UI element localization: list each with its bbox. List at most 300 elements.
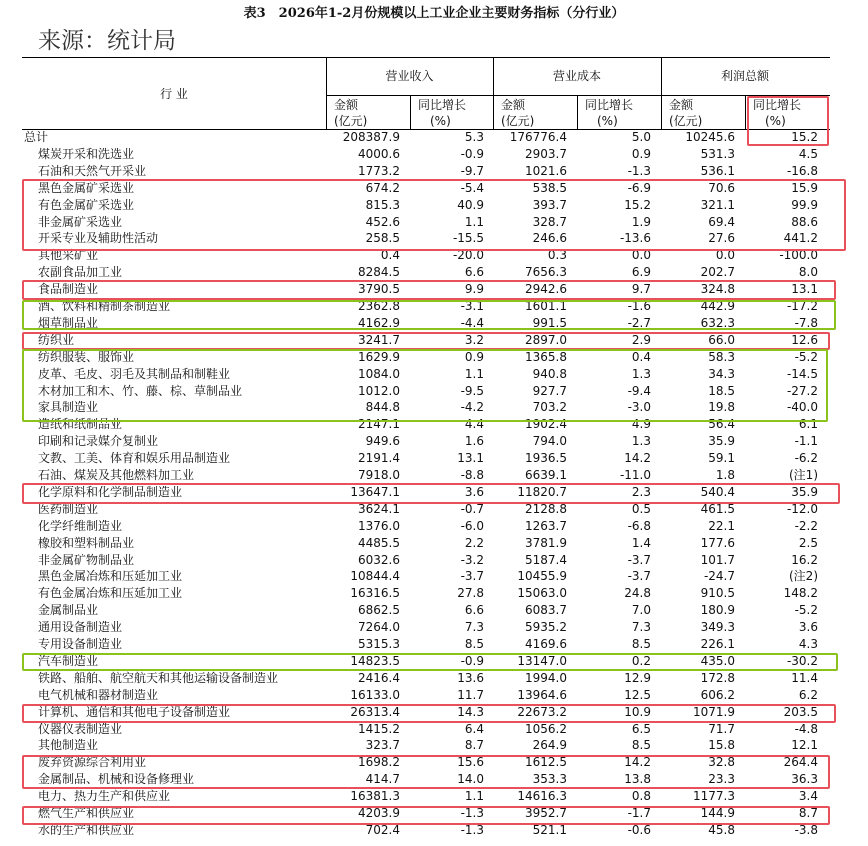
- cell-cost: 13147.0: [517, 653, 567, 668]
- cell-rev: 1773.2: [358, 163, 400, 178]
- cell-cost: 6083.7: [525, 603, 567, 618]
- cell-cost: 2903.7: [525, 146, 567, 161]
- header-amount: [661, 97, 745, 129]
- cell-profit-g: 2.5: [798, 535, 818, 550]
- cell-profit-g: 16.2: [791, 552, 818, 567]
- cell-profit-g: 88.6: [791, 214, 818, 229]
- cell-rev-g: 7.3: [464, 620, 484, 635]
- industry-name: 铁路、船舶、航空航天和其他运输设备制造业: [38, 670, 279, 685]
- industry-name: 橡胶和塑料制品业: [38, 535, 135, 550]
- cell-cost: 1021.6: [525, 163, 567, 178]
- cell-cost-g: -3.7: [627, 552, 651, 567]
- cell-rev: 4000.6: [358, 146, 400, 161]
- cell-profit: 69.4: [708, 214, 735, 229]
- cell-cost-g: 4.9: [631, 417, 651, 432]
- cell-profit: 66.0: [708, 332, 735, 347]
- cell-profit-g: -40.0: [786, 400, 818, 415]
- cell-cost: 4169.6: [525, 637, 567, 651]
- cell-cost-g: 0.5: [631, 501, 651, 516]
- cell-rev: 4203.9: [358, 806, 400, 820]
- cell-rev-g: -3.2: [460, 552, 484, 567]
- cell-rev-g: -20.0: [452, 248, 484, 263]
- cell-rev-g: 13.6: [457, 670, 484, 685]
- cell-cost-g: 24.8: [624, 586, 651, 601]
- cell-profit: 172.8: [700, 670, 735, 685]
- table-row: [22, 737, 830, 754]
- cell-profit: 56.4: [708, 417, 735, 432]
- cell-cost: 22673.2: [517, 704, 567, 719]
- cell-profit-g: -6.2: [794, 451, 818, 466]
- industry-name: 废弃资源综合利用业: [38, 755, 147, 770]
- cell-rev: 2362.8: [358, 299, 400, 313]
- table-row: [22, 146, 830, 163]
- cell-profit-g: 12.1: [791, 738, 818, 753]
- cell-rev: 452.6: [365, 214, 400, 229]
- cell-profit: 71.7: [708, 721, 735, 736]
- cell-cost-g: 1.9: [631, 214, 651, 229]
- cell-profit: 632.3: [700, 315, 735, 330]
- industry-name: 通用设备制造业: [38, 620, 123, 635]
- cell-rev: 4485.5: [358, 535, 400, 550]
- red-highlight-box: [747, 96, 829, 146]
- industry-name: 有色金属冶炼和压延加工业: [38, 586, 183, 601]
- cell-rev-g: 8.7: [464, 738, 484, 753]
- cell-profit: 226.1: [700, 637, 735, 651]
- cell-profit-g: 6.2: [798, 687, 818, 702]
- cell-profit-g: 13.1: [791, 282, 818, 297]
- cell-rev: 2147.1: [358, 417, 400, 432]
- cell-profit-g: -17.2: [786, 299, 818, 313]
- cell-rev: 323.7: [365, 738, 400, 753]
- cell-cost-g: 2.3: [631, 484, 651, 499]
- header-unit: (%): [765, 114, 786, 128]
- cell-cost: 1365.8: [525, 349, 567, 364]
- table-row: [22, 450, 830, 467]
- cell-cost: 2128.8: [525, 501, 567, 516]
- industry-name: 其他制造业: [38, 738, 99, 753]
- table-title: 表3 2026年1-2月份规模以上工业企业主要财务指标（分行业）: [243, 6, 625, 21]
- cell-cost: 13964.6: [517, 687, 567, 702]
- cell-profit-g: 4.5: [798, 146, 818, 161]
- cell-profit-g: -4.8: [794, 721, 818, 736]
- cell-profit-g: 8.7: [798, 806, 818, 820]
- cell-profit: 202.7: [700, 265, 735, 280]
- cell-profit-g: 12.6: [791, 332, 818, 347]
- cell-profit: -24.7: [703, 569, 735, 584]
- industry-name: 总计: [24, 130, 49, 144]
- cell-cost: 353.3: [532, 772, 567, 787]
- cell-cost-g: 0.8: [631, 789, 651, 804]
- industry-name: 燃气生产和供应业: [38, 806, 135, 820]
- cell-rev-g: 11.7: [457, 687, 484, 702]
- cell-rev: 16316.5: [350, 586, 400, 601]
- cell-cost: 5935.2: [525, 620, 567, 635]
- cell-rev-g: 5.3: [464, 130, 484, 144]
- cell-rev: 1012.0: [358, 383, 400, 398]
- cell-rev: 844.8: [365, 400, 400, 415]
- industry-name: 专用设备制造业: [38, 637, 123, 651]
- cell-rev-g: 0.9: [464, 349, 484, 364]
- cell-cost: 7656.3: [525, 265, 567, 280]
- cell-profit-g: 148.2: [783, 586, 818, 601]
- industry-name: 汽车制造业: [38, 653, 99, 668]
- industry-name: 化学纤维制造业: [38, 518, 123, 533]
- header-unit: (%): [430, 114, 451, 128]
- cell-profit: 45.8: [708, 822, 735, 837]
- cell-cost-g: -1.6: [627, 299, 651, 313]
- cell-cost-g: -3.7: [627, 569, 651, 584]
- industry-name: 金属制品业: [38, 603, 99, 618]
- industry-name: 医药制造业: [38, 501, 99, 516]
- header-label: 金额: [501, 98, 526, 112]
- cell-profit-g: 8.0: [798, 265, 818, 280]
- table-row: [22, 264, 830, 281]
- header-unit: (%): [597, 114, 618, 128]
- cell-cost: 393.7: [532, 197, 567, 212]
- cell-rev: 3241.7: [358, 332, 400, 347]
- industry-name: 皮革、毛皮、羽毛及其制品和制鞋业: [38, 366, 231, 381]
- cell-profit: 349.3: [700, 620, 735, 635]
- cell-cost-g: -9.4: [627, 383, 651, 398]
- cell-cost-g: -1.3: [627, 163, 651, 178]
- cell-rev: 2416.4: [358, 670, 400, 685]
- industry-name: 家具制造业: [38, 400, 99, 415]
- cell-rev: 6032.6: [358, 552, 400, 567]
- cell-rev: 1415.2: [358, 721, 400, 736]
- industry-name: 开采专业及辅助性活动: [38, 231, 159, 246]
- cell-rev-g: -5.4: [460, 180, 484, 195]
- table-row: [22, 535, 830, 552]
- cell-cost-g: -0.6: [627, 822, 651, 837]
- cell-profit: 19.8: [708, 400, 735, 415]
- cell-profit-g: 4.3: [798, 637, 818, 651]
- cell-cost: 5187.4: [525, 552, 567, 567]
- industry-name: 石油和天然气开采业: [38, 163, 147, 178]
- cell-cost: 1612.5: [525, 755, 567, 770]
- cell-rev: 815.3: [365, 197, 400, 212]
- cell-profit-g: 3.4: [798, 789, 818, 804]
- cell-rev-g: -9.7: [460, 163, 484, 178]
- cell-rev-g: -4.2: [460, 400, 484, 415]
- cell-cost: 328.7: [532, 214, 567, 229]
- header-group-cost: 营业成本: [552, 69, 601, 83]
- industry-name: 印刷和记录媒介复制业: [38, 434, 159, 449]
- cell-profit: 10245.6: [685, 130, 735, 144]
- cell-cost-g: 14.2: [624, 755, 651, 770]
- industry-name: 化学原料和化学制品制造业: [38, 484, 183, 499]
- cell-rev-g: 3.6: [464, 484, 484, 499]
- red-highlight-box: [22, 332, 830, 350]
- cell-cost-g: 9.7: [631, 282, 651, 297]
- cell-cost: 2897.0: [525, 332, 567, 347]
- cell-cost-g: 6.5: [631, 721, 651, 736]
- cell-profit: 101.7: [700, 552, 735, 567]
- cell-profit: 70.6: [708, 180, 735, 195]
- cell-cost-g: 13.8: [624, 772, 651, 787]
- cell-cost-g: -6.8: [627, 518, 651, 533]
- cell-cost-g: 0.4: [631, 349, 651, 364]
- cell-rev: 26313.4: [350, 704, 400, 719]
- cell-cost: 794.0: [532, 434, 567, 449]
- cell-profit: 1071.9: [693, 704, 735, 719]
- header-industry: 行 业: [160, 87, 188, 101]
- cell-rev: 3790.5: [358, 282, 400, 297]
- red-highlight-box: [22, 280, 836, 300]
- cell-cost: 940.8: [532, 366, 567, 381]
- cell-cost: 991.5: [532, 315, 567, 330]
- header-unit: (亿元): [501, 114, 535, 128]
- table-row: [22, 163, 830, 180]
- cell-profit: 540.4: [700, 484, 735, 499]
- cell-profit-g: (注1): [789, 468, 818, 482]
- cell-cost: 246.6: [532, 231, 567, 246]
- header-growth: [410, 97, 493, 129]
- green-highlight-box: [22, 653, 838, 671]
- cell-rev-g: 6.6: [464, 265, 484, 280]
- cell-cost-g: 1.3: [631, 366, 651, 381]
- industry-name: 煤炭开采和洗选业: [38, 146, 135, 161]
- cell-profit: 1177.3: [693, 789, 735, 804]
- table-row: [22, 721, 830, 738]
- cell-rev: 4162.9: [358, 315, 400, 330]
- industry-name: 食品制造业: [38, 282, 99, 297]
- cell-rev: 0.4: [380, 248, 400, 263]
- cell-cost-g: 5.0: [631, 130, 651, 144]
- cell-rev-g: -1.3: [460, 806, 484, 820]
- cell-rev: 949.6: [365, 434, 400, 449]
- cell-profit: 144.9: [700, 806, 735, 820]
- table-row: [22, 585, 830, 602]
- cell-rev: 7918.0: [358, 468, 400, 482]
- table-row: [22, 687, 830, 704]
- cell-profit-g: -14.5: [786, 366, 818, 381]
- table-row: [22, 788, 830, 805]
- header-unit: (亿元): [334, 114, 368, 128]
- cell-rev: 702.4: [365, 822, 400, 837]
- industry-name: 有色金属矿采选业: [38, 197, 135, 212]
- cell-rev-g: -3.1: [460, 299, 484, 313]
- header-label: 同比增长: [753, 98, 802, 112]
- industry-name: 黑色金属矿采选业: [38, 180, 135, 195]
- cell-cost-g: 8.5: [631, 738, 651, 753]
- cell-cost-g: -6.9: [627, 180, 651, 195]
- cell-cost-g: 1.3: [631, 434, 651, 449]
- cell-rev: 14823.5: [350, 653, 400, 668]
- cell-cost-g: 7.0: [631, 603, 651, 618]
- table-row: [22, 518, 830, 535]
- cell-profit-g: 3.6: [798, 620, 818, 635]
- cell-rev-g: 6.4: [464, 721, 484, 736]
- cell-cost-g: 0.9: [631, 146, 651, 161]
- cell-cost-g: -2.7: [627, 315, 651, 330]
- industry-name: 纺织业: [38, 332, 75, 347]
- cell-rev: 10844.4: [350, 569, 400, 584]
- red-highlight-box: [22, 755, 830, 789]
- cell-profit: 15.8: [708, 738, 735, 753]
- header-label: 同比增长: [585, 98, 634, 112]
- cell-cost: 1263.7: [525, 518, 567, 533]
- cell-cost: 927.7: [532, 383, 567, 398]
- cell-profit: 22.1: [708, 518, 735, 533]
- cell-rev-g: 2.2: [464, 535, 484, 550]
- header-label: 同比增长: [418, 98, 467, 112]
- industry-name: 水的生产和供应业: [38, 822, 135, 837]
- industry-name: 木材加工和木、竹、藤、棕、草制品业: [38, 383, 243, 398]
- table-row: [22, 636, 830, 653]
- cell-rev: 1084.0: [358, 366, 400, 381]
- cell-rev-g: 8.5: [464, 637, 484, 651]
- cell-rev-g: -8.8: [460, 468, 484, 482]
- cell-rev: 1376.0: [358, 518, 400, 533]
- industry-name: 文教、工美、体育和娱乐用品制造业: [38, 451, 231, 466]
- cell-cost: 1936.5: [525, 451, 567, 466]
- source-label: 来源：统计局: [38, 28, 176, 54]
- cell-profit-g: -16.8: [786, 163, 818, 178]
- cell-rev: 208387.9: [342, 130, 400, 144]
- cell-rev: 414.7: [365, 772, 400, 787]
- cell-rev-g: 27.8: [457, 586, 484, 601]
- cell-rev-g: 1.1: [464, 366, 484, 381]
- cell-rev-g: 13.1: [457, 451, 484, 466]
- cell-cost: 10455.9: [517, 569, 567, 584]
- cell-cost: 264.9: [532, 738, 567, 753]
- table-row: [22, 670, 830, 687]
- cell-profit: 18.5: [708, 383, 735, 398]
- cell-profit-g: 35.9: [791, 484, 818, 499]
- header-group-revenue: 营业收入: [385, 69, 434, 83]
- cell-cost-g: 0.2: [631, 653, 651, 668]
- industry-name: 电气机械和器材制造业: [38, 687, 159, 702]
- cell-rev: 5315.3: [358, 637, 400, 651]
- cell-profit: 435.0: [700, 653, 735, 668]
- cell-cost-g: 14.2: [624, 451, 651, 466]
- cell-rev-g: -3.7: [460, 569, 484, 584]
- cell-cost: 3781.9: [525, 535, 567, 550]
- industry-name: 石油、煤炭及其他燃料加工业: [38, 468, 195, 482]
- red-highlight-box: [22, 806, 830, 825]
- industry-name: 其他采矿业: [38, 248, 99, 263]
- cell-profit-g: 11.4: [791, 670, 818, 685]
- cell-profit: 321.1: [700, 197, 735, 212]
- cell-rev-g: -9.5: [460, 383, 484, 398]
- cell-rev-g: 15.6: [457, 755, 484, 770]
- cell-cost-g: 12.5: [624, 687, 651, 702]
- cell-cost-g: -13.6: [619, 231, 651, 246]
- cell-rev: 7264.0: [358, 620, 400, 635]
- cell-profit: 442.9: [700, 299, 735, 313]
- cell-cost: 1994.0: [525, 670, 567, 685]
- cell-cost: 15063.0: [517, 586, 567, 601]
- green-highlight-box: [22, 300, 836, 330]
- cell-profit: 59.1: [708, 451, 735, 466]
- cell-rev: 16381.3: [350, 789, 400, 804]
- cell-profit: 606.2: [700, 687, 735, 702]
- cell-rev-g: -15.5: [452, 231, 484, 246]
- cell-profit-g: 15.2: [791, 130, 818, 144]
- cell-cost-g: 10.9: [624, 704, 651, 719]
- cell-profit-g: -27.2: [786, 383, 818, 398]
- header-amount: [493, 97, 577, 129]
- cell-profit-g: 99.9: [791, 197, 818, 212]
- cell-rev-g: 14.3: [457, 704, 484, 719]
- red-highlight-box: [22, 704, 836, 723]
- cell-rev: 1698.2: [358, 755, 400, 770]
- industry-name: 电力、热力生产和供应业: [38, 789, 171, 804]
- cell-rev-g: 14.0: [457, 772, 484, 787]
- green-highlight-box: [22, 349, 828, 422]
- cell-rev-g: 1.6: [464, 434, 484, 449]
- cell-rev-g: 3.2: [464, 332, 484, 347]
- header-amount: [326, 97, 410, 129]
- cell-profit-g: 441.2: [783, 231, 818, 246]
- header-top-rule: [22, 57, 830, 58]
- cell-rev-g: -6.0: [460, 518, 484, 533]
- cell-cost-g: 12.9: [624, 670, 651, 685]
- cell-cost: 3952.7: [525, 806, 567, 820]
- header-label: 金额: [669, 98, 694, 112]
- cell-cost: 1056.2: [525, 721, 567, 736]
- cell-rev-g: 40.9: [457, 197, 484, 212]
- cell-rev-g: 1.1: [464, 789, 484, 804]
- cell-cost: 0.3: [547, 248, 567, 263]
- cell-rev-g: -0.9: [460, 146, 484, 161]
- red-highlight-box: [22, 179, 846, 251]
- cell-profit-g: -1.1: [794, 434, 818, 449]
- table-row: [22, 619, 830, 636]
- header-label: 金额: [334, 98, 359, 112]
- cell-rev: 8284.5: [358, 265, 400, 280]
- cell-profit: 1.8: [715, 468, 735, 482]
- cell-rev: 6862.5: [358, 603, 400, 618]
- cell-profit: 58.3: [708, 349, 735, 364]
- header-growth: [577, 97, 661, 129]
- cell-profit: 536.1: [700, 163, 735, 178]
- cell-profit-g: 6.1: [798, 417, 818, 432]
- cell-cost-g: 6.9: [631, 265, 651, 280]
- table-row: [22, 552, 830, 569]
- cell-profit-g: -3.8: [794, 822, 818, 837]
- table-row: [22, 433, 830, 450]
- cell-profit-g: 203.5: [783, 704, 818, 719]
- cell-cost-g: -1.7: [627, 806, 651, 820]
- cell-profit: 34.3: [708, 366, 735, 381]
- cell-profit-g: 15.9: [791, 180, 818, 195]
- cell-profit: 27.6: [708, 231, 735, 246]
- cell-profit: 23.3: [708, 772, 735, 787]
- cell-profit-g: -100.0: [779, 248, 818, 263]
- cell-cost-g: -3.0: [627, 400, 651, 415]
- industry-name: 金属制品、机械和设备修理业: [38, 772, 195, 787]
- cell-profit: 0.0: [715, 248, 735, 263]
- cell-profit-g: -7.8: [794, 315, 818, 330]
- cell-cost-g: 8.5: [631, 637, 651, 651]
- cell-rev: 2191.4: [358, 451, 400, 466]
- industry-name: 非金属矿采选业: [38, 214, 123, 229]
- cell-profit-g: (注2): [789, 569, 818, 584]
- cell-cost: 521.1: [532, 822, 567, 837]
- cell-rev-g: 6.6: [464, 603, 484, 618]
- cell-profit: 180.9: [700, 603, 735, 618]
- cell-rev-g: -0.7: [460, 501, 484, 516]
- cell-profit-g: -2.2: [794, 518, 818, 533]
- table-row: [22, 602, 830, 619]
- cell-rev: 258.5: [365, 231, 400, 246]
- cell-cost-g: 15.2: [624, 197, 651, 212]
- cell-rev-g: -1.3: [460, 822, 484, 837]
- cell-rev-g: -0.9: [460, 653, 484, 668]
- cell-profit: 32.8: [708, 755, 735, 770]
- cell-cost: 11820.7: [517, 484, 567, 499]
